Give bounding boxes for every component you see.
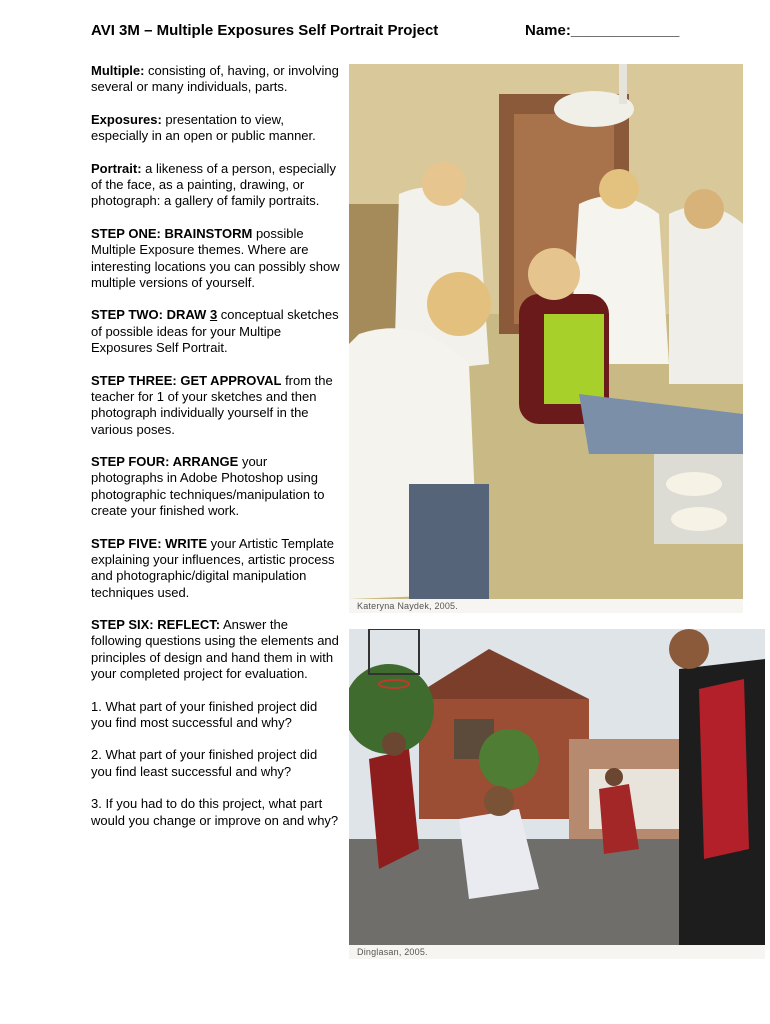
page-title: AVI 3M – Multiple Exposures Self Portrait Project <box>91 22 439 39</box>
definition-term: Portrait: <box>91 160 142 176</box>
step-sketch-count: 3 <box>209 307 218 323</box>
step-text: your photographs in Adobe Photoshop using photographic techniques/manipulation to create your finished work. <box>91 454 325 519</box>
definition-text: presentation to view, especially in an open or public manner. <box>91 111 316 144</box>
step-text: conceptual sketches of possible ideas for your Multipe Exposures Self Portrait. <box>91 307 339 356</box>
definition-term: Exposures: <box>91 111 162 127</box>
step-text: Answer the following questions using the elements and principles of design and hand them in with your completed project for evaluation. <box>91 617 339 681</box>
basketball-street-photo <box>349 629 765 959</box>
step-two <box>91 307 341 356</box>
step-heading: STEP FOUR: ARRANGE <box>91 454 239 470</box>
reflection-question: 2. What part of your finished project did you find least successful and why? <box>91 747 318 779</box>
reflection-question: 3. If you had to do this project, what part would you change or improve on and why? <box>91 796 339 828</box>
basketball-street-image <box>349 629 765 959</box>
definition-term: Multiple: <box>91 63 145 78</box>
step-heading: STEP ONE: BRAINSTORM <box>91 225 253 241</box>
photo-caption: Dinglasan, 2005. <box>357 947 428 957</box>
name-field-label: Name:_____________ <box>525 22 680 39</box>
step-heading: STEP TWO: DRAW <box>91 307 210 323</box>
step-text: from the teacher for 1 of your sketches and then photograph individually yourself in the various poses. <box>91 372 333 437</box>
step-three <box>91 373 341 438</box>
definition-multiple <box>91 63 341 96</box>
step-heading: STEP FIVE: WRITE <box>91 535 208 551</box>
step-text: your Artistic Template explaining your influences, artistic process and photographic/digital manipulation techniques used. <box>91 535 335 600</box>
definition-text: consisting of, having, or involving several or many individuals, parts. <box>91 63 339 95</box>
step-heading: STEP THREE: GET APPROVAL <box>91 372 282 388</box>
definition-exposures <box>91 112 341 145</box>
step-one <box>91 226 341 291</box>
photo-caption: Kateryna Naydek, 2005. <box>357 601 458 611</box>
step-five <box>91 536 341 601</box>
step-four <box>91 454 341 519</box>
instructions-column <box>91 63 341 845</box>
definition-portrait <box>91 161 341 210</box>
dentist-office-photo <box>349 64 743 613</box>
definition-text: a likeness of a person, especially of the face, as a painting, drawing, or photograph: a gallery of family portraits. <box>91 160 336 209</box>
reflection-question: 1. What part of your finished project did you find most successful and why? <box>91 698 318 730</box>
step-six <box>91 617 341 682</box>
step-text: possible Multiple Exposure themes. Where are interesting locations you can possibly show multiple versions of yourself. <box>91 225 340 290</box>
step-heading: STEP SIX: REFLECT: <box>91 617 221 633</box>
dentist-office-image <box>349 64 743 613</box>
